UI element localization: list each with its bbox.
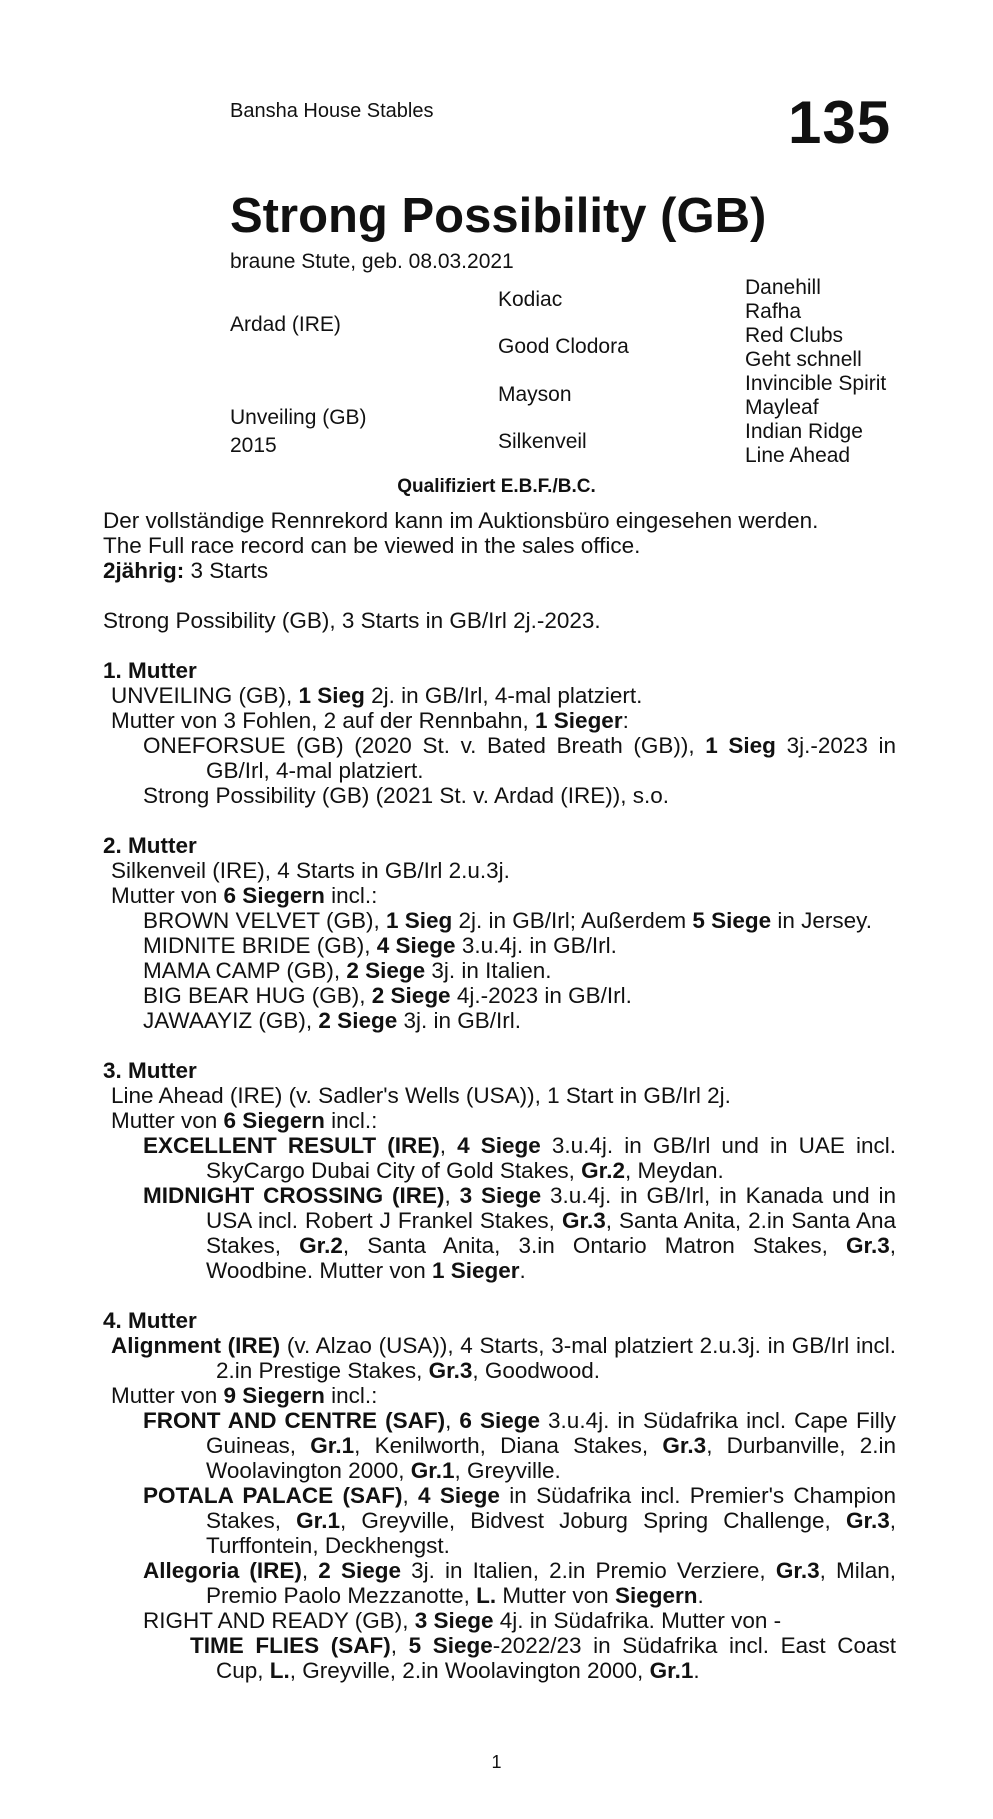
race-summary: Strong Possibility (GB), 3 Starts in GB/Irl 2j.-2023. — [103, 608, 601, 633]
consignor-name: Bansha House Stables — [230, 100, 434, 122]
dam2-offspring: MIDNITE BRIDE (GB), 4 Siege 3.u.4j. in GB/Irl. — [143, 933, 617, 958]
lot-number: 135 — [788, 89, 892, 156]
birth-info: braune Stute, geb. 08.03.2021 — [230, 250, 514, 273]
dam4-offspring: POTALA PALACE (SAF), 4 Siege in Südafrika incl. Premier's Champion Stakes, Gr.1, Greyville, Bidvest Joburg Spring Challenge, Gr.3, Turffontein, Deckhengst. — [143, 1483, 896, 1558]
dam4-record: Alignment (IRE) (v. Alzao (USA)), 4 Starts, 3-mal platziert 2.u.3j. in GB/Irl incl. 2.in Prestige Stakes, Gr.3, Goodwood. — [111, 1333, 897, 1383]
dam2-produce: Mutter von 6 Siegern incl.: — [111, 883, 378, 908]
pedigree-gen3-item: Mayleaf — [745, 396, 819, 419]
dam3-produce: Mutter von 6 Siegern incl.: — [111, 1108, 378, 1133]
dam1-offspring: ONEFORSUE (GB) (2020 St. v. Bated Breath (GB)), 1 Sieg 3j.-2023 in GB/Irl, 4-mal platziert. — [143, 733, 897, 783]
pedigree-dam-year: 2015 — [230, 434, 277, 457]
dam2-offspring: BIG BEAR HUG (GB), 2 Siege 4j.-2023 in GB/Irl. — [143, 983, 632, 1008]
dam1-heading: 1. Mutter — [103, 658, 197, 683]
starts-label: 2jährig: — [103, 558, 185, 583]
dam2-heading: 2. Mutter — [103, 833, 197, 858]
pedigree-gen2-item: Silkenveil — [498, 430, 587, 453]
dam4-offspring: Allegoria (IRE), 2 Siege 3j. in Italien, 2.in Premio Verziere, Gr.3, Milan, Premio Paolo Mezzanotte, L. Mutter von Siegern. — [143, 1558, 896, 1608]
two-year-old-record — [103, 558, 896, 583]
dam4-offspring: RIGHT AND READY (GB), 3 Siege 4j. in Südafrika. Mutter von - — [143, 1608, 782, 1633]
race-record-body — [103, 508, 896, 1683]
dam1-record: UNVEILING (GB), 1 Sieg 2j. in GB/Irl, 4-mal platziert. — [111, 683, 643, 708]
dam1-offspring: Strong Possibility (GB) (2021 St. v. Ardad (IRE)), s.o. — [143, 783, 670, 808]
pedigree-gen2-item: Good Clodora — [498, 335, 629, 358]
dam2-offspring: MAMA CAMP (GB), 2 Siege 3j. in Italien. — [143, 958, 552, 983]
qualification-note: Qualifiziert E.B.F./B.C. — [397, 476, 596, 497]
pedigree-dam: Unveiling (GB) — [230, 406, 367, 429]
dam2-offspring: JAWAAYIZ (GB), 2 Siege 3j. in GB/Irl. — [143, 1008, 522, 1033]
dam4-produce: Mutter von 9 Siegern incl.: — [111, 1383, 378, 1408]
pedigree-gen2-item: Mayson — [498, 383, 572, 406]
intro-german: Der vollständige Rennrekord kann im Auktionsbüro eingesehen werden. — [103, 508, 819, 533]
pedigree-gen3-item: Line Ahead — [745, 444, 851, 467]
pedigree-sire: Ardad (IRE) — [230, 313, 341, 336]
pedigree-gen3-item: Indian Ridge — [745, 420, 863, 443]
horse-name: Strong Possibility (GB) — [230, 189, 767, 243]
dam3-offspring: EXCELLENT RESULT (IRE), 4 Siege 3.u.4j. in GB/Irl und in UAE incl. SkyCargo Dubai City of Gold Stakes, Gr.2, Meydan. — [143, 1133, 896, 1183]
dam2-offspring: BROWN VELVET (GB), 1 Sieg 2j. in GB/Irl; Außerdem 5 Siege in Jersey. — [143, 908, 872, 933]
dam4-offspring: FRONT AND CENTRE (SAF), 6 Siege 3.u.4j. in Südafrika incl. Cape Filly Guineas, Gr.1, Kenilworth, Diana Stakes, Gr.3, Durbanville, 2.in Woolavington 2000, Gr.1, Greyville. — [143, 1408, 896, 1483]
dam3-heading: 3. Mutter — [103, 1058, 197, 1083]
starts-value: 3 Starts — [184, 558, 269, 583]
intro-english: The Full race record can be viewed in the sales office. — [103, 533, 641, 558]
pedigree-gen3-item: Danehill — [745, 276, 821, 299]
dam1-produce: Mutter von 3 Fohlen, 2 auf der Rennbahn, 1 Sieger: — [111, 708, 629, 733]
dam4-grand-offspring: TIME FLIES (SAF), 5 Siege-2022/23 in Südafrika incl. East Coast Cup, L., Greyville, 2.in Woolavington 2000, Gr.1. — [190, 1633, 896, 1683]
dam3-offspring: MIDNIGHT CROSSING (IRE), 3 Siege 3.u.4j. in GB/Irl, in Kanada und in USA incl. Robert J Frankel Stakes, Gr.3, Santa Anita, 2.in Santa Ana Stakes, Gr.2, Santa Anita, 3.in Ontario Matron Stakes, Gr.3, Woodbine. Mutter von 1 Sieger. — [143, 1183, 897, 1283]
dam2-record: Silkenveil (IRE), 4 Starts in GB/Irl 2.u.3j. — [111, 858, 510, 883]
pedigree-gen2-item: Kodiac — [498, 288, 563, 311]
pedigree-gen3-item: Red Clubs — [745, 324, 844, 347]
pedigree-gen3-item: Invincible Spirit — [745, 372, 887, 395]
pedigree-gen3-item: Rafha — [745, 300, 802, 323]
pedigree-gen3-item: Geht schnell — [745, 348, 862, 371]
dam4-heading: 4. Mutter — [103, 1308, 197, 1333]
dam3-record: Line Ahead (IRE) (v. Sadler's Wells (USA)), 1 Start in GB/Irl 2j. — [111, 1083, 731, 1108]
page-number: 1 — [491, 1752, 502, 1772]
